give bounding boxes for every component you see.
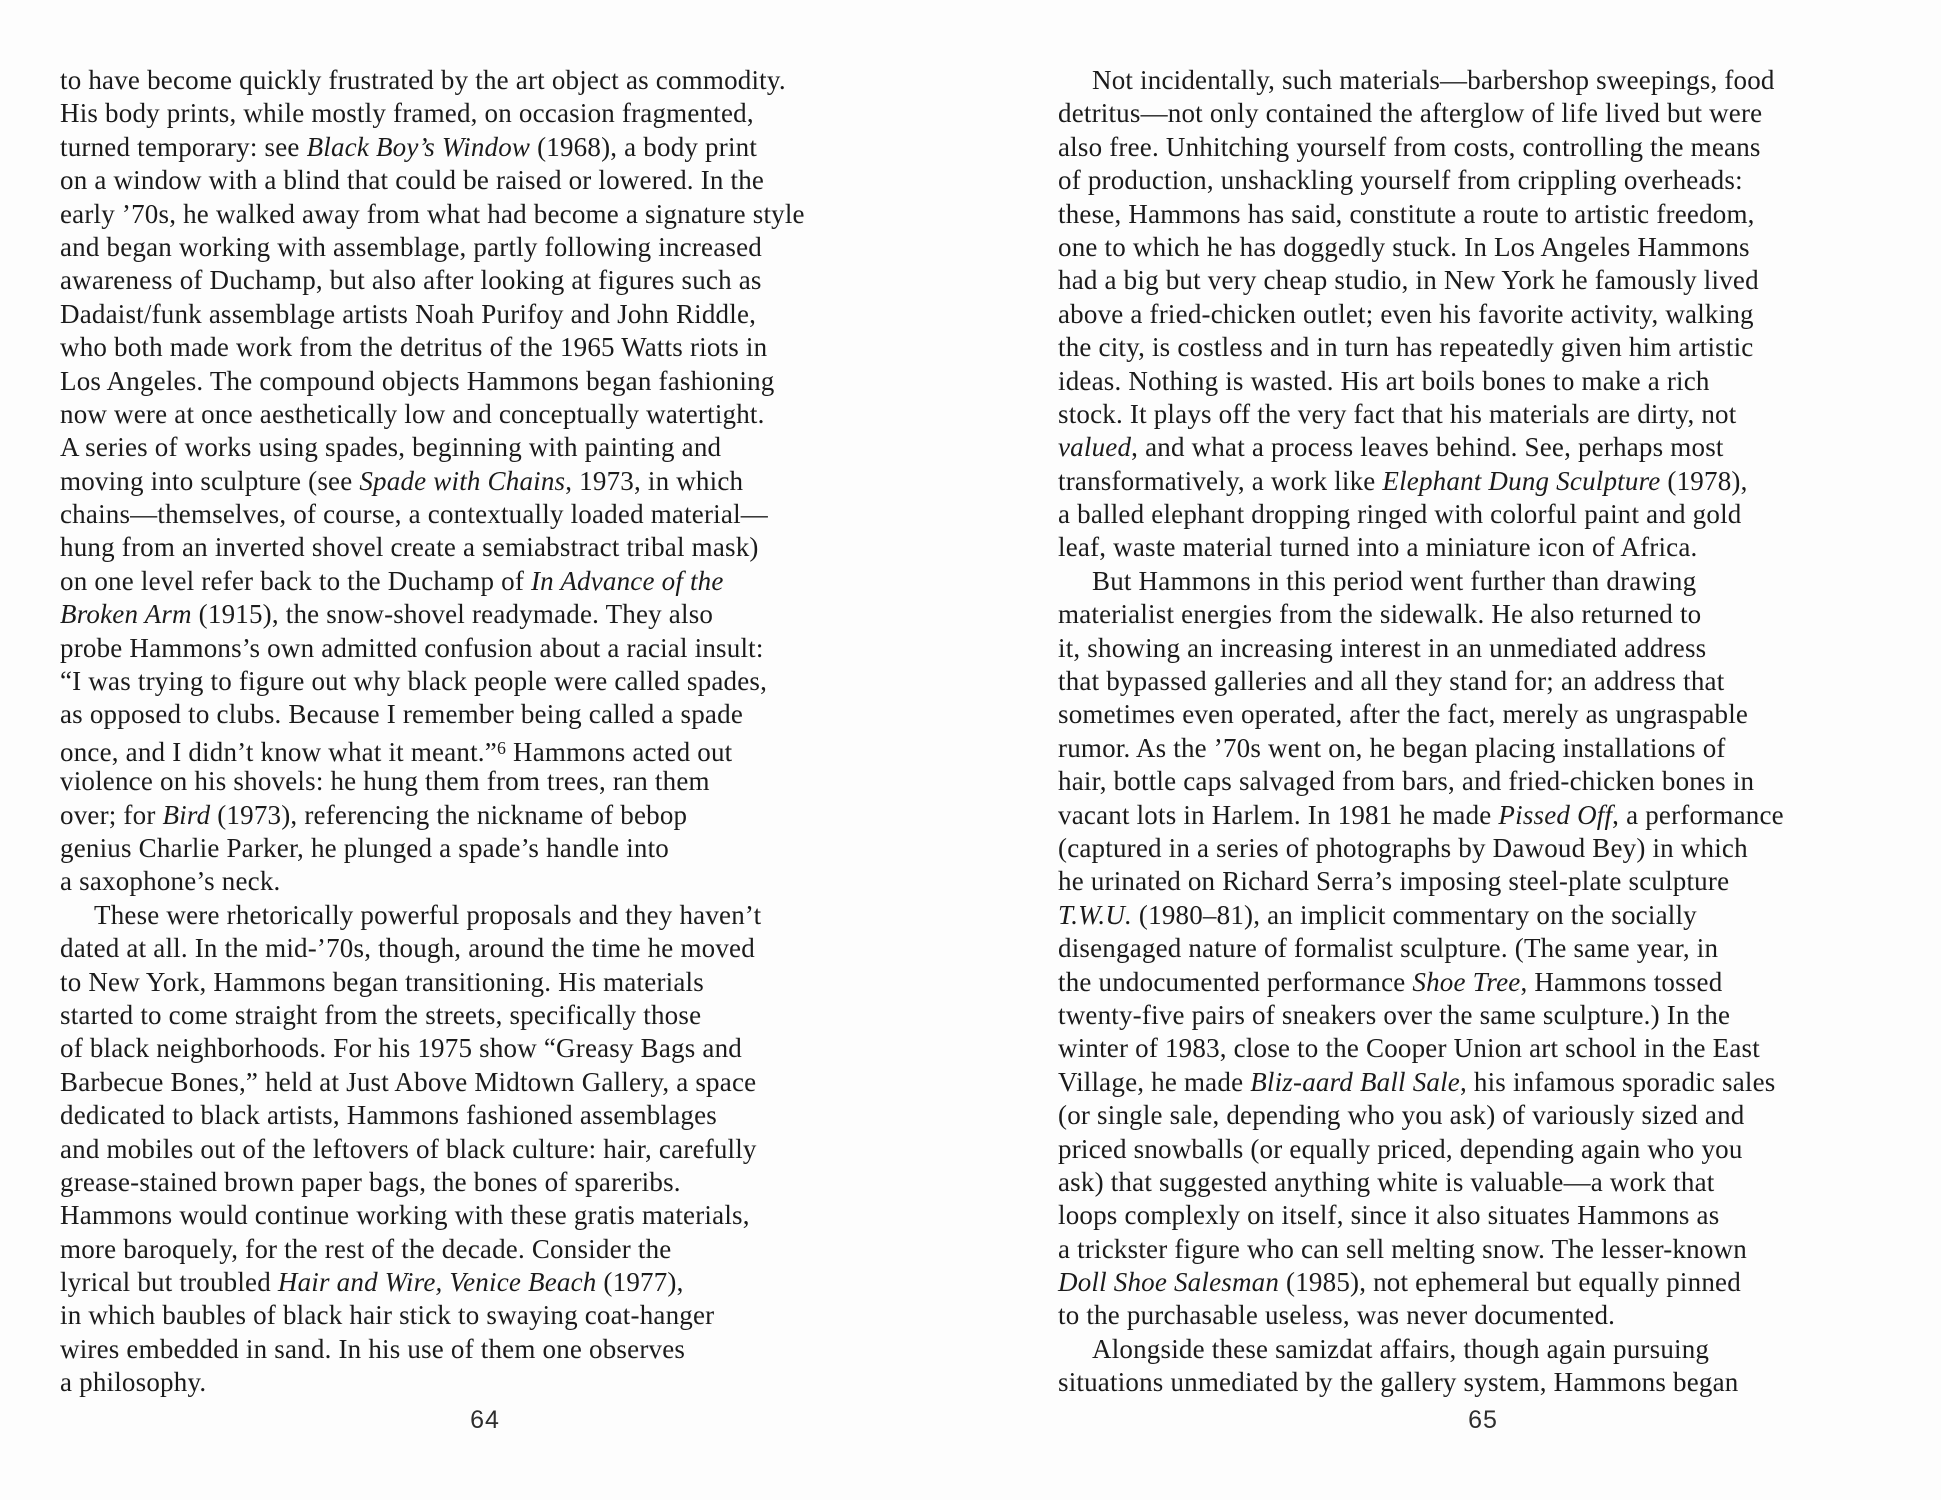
- text-segment: Elephant Dung Sculpture: [1382, 465, 1661, 496]
- text-line: [60, 1032, 910, 1065]
- text-line: [1058, 64, 1908, 97]
- text-segment: detritus—not only contained the afterglow of life lived but were: [1058, 98, 1763, 129]
- text-segment: Hair and Wire, Venice Beach: [277, 1267, 597, 1298]
- text-segment: turned temporary: see: [60, 131, 307, 162]
- text-segment: sometimes even operated, after the fact, merely as ungraspable: [1058, 699, 1749, 730]
- text-segment: Broken Arm: [60, 599, 192, 630]
- text-line: [1058, 799, 1908, 832]
- text-segment: probe Hammons’s own admitted confusion about a racial insult:: [60, 632, 764, 663]
- text-line: [60, 1133, 910, 1166]
- text-segment: Not incidentally, such materials—barbershop sweepings, food: [1092, 65, 1775, 95]
- text-segment: a saxophone’s neck.: [60, 866, 281, 897]
- text-line: [1058, 131, 1908, 164]
- text-segment: over; for: [60, 799, 163, 830]
- text-segment: vacant lots in Harlem. In 1981 he made: [1058, 799, 1499, 830]
- text-segment: winter of 1983, close to the Cooper Union art school in the East: [1058, 1033, 1760, 1064]
- text-segment: grease-stained brown paper bags, the bones of spareribs.: [60, 1166, 681, 1197]
- text-line: [1058, 298, 1908, 331]
- text-line: [1058, 198, 1908, 231]
- text-line: [60, 665, 910, 698]
- text-segment: , a performance: [1612, 799, 1784, 830]
- text-line: [1058, 365, 1908, 398]
- text-line: [1058, 832, 1908, 865]
- text-segment: A series of works using spades, beginning with painting and: [60, 432, 722, 463]
- text-line: [60, 1199, 910, 1232]
- text-segment: on a window with a blind that could be raised or lowered. In the: [60, 165, 765, 196]
- text-segment: now were at once aesthetically low and conceptually watertight.: [60, 398, 765, 429]
- text-segment: Bird: [162, 799, 211, 830]
- text-segment: (1977),: [596, 1267, 684, 1298]
- text-segment: Black Boy’s Window: [306, 131, 531, 162]
- text-line: [1058, 932, 1908, 965]
- text-line: [1058, 1166, 1908, 1199]
- text-segment: a trickster figure who can sell melting snow. The lesser-known: [1058, 1233, 1747, 1264]
- text-line: [1058, 431, 1908, 464]
- text-segment: to have become quickly frustrated by the art object as commodity.: [60, 65, 786, 95]
- text-segment: materialist energies from the sidewalk. He also returned to: [1058, 599, 1702, 630]
- text-segment: (1915), the snow-shovel readymade. They also: [191, 599, 714, 630]
- text-segment: once, and I didn’t know what it meant.”: [60, 736, 497, 767]
- text-segment: Doll Shoe Salesman: [1058, 1267, 1280, 1298]
- text-line: [60, 1233, 910, 1266]
- text-line: [1058, 1032, 1908, 1065]
- text-line: [1058, 1133, 1908, 1166]
- text-line: [60, 231, 910, 264]
- text-segment: leaf, waste material turned into a miniature icon of Africa.: [1058, 532, 1698, 563]
- text-segment: Village, he made: [1058, 1066, 1251, 1097]
- text-segment: rumor. As the ’70s went on, he began placing installations of: [1058, 732, 1726, 763]
- text-line: [60, 598, 910, 631]
- text-segment: a philosophy.: [60, 1367, 207, 1398]
- text-segment: disengaged nature of formalist sculpture. (The same year, in: [1058, 933, 1719, 964]
- text-segment: His body prints, while mostly framed, on occasion fragmented,: [60, 98, 754, 129]
- text-segment: valued: [1058, 432, 1132, 463]
- text-line: [60, 1266, 910, 1299]
- text-line: [1058, 999, 1908, 1032]
- text-line: [1058, 1366, 1908, 1399]
- text-line: [60, 97, 910, 130]
- text-line: [60, 632, 910, 665]
- text-segment: Pissed Off: [1498, 799, 1613, 830]
- text-segment: dedicated to black artists, Hammons fashioned assemblages: [60, 1100, 717, 1131]
- text-segment: priced snowballs (or equally priced, depending again who you: [1058, 1133, 1743, 1164]
- text-line: [60, 1299, 910, 1332]
- text-line: [1058, 231, 1908, 264]
- text-segment: (1978),: [1660, 465, 1748, 496]
- text-segment: moving into sculpture (see: [60, 465, 360, 496]
- text-segment: that bypassed galleries and all they stand for; an address that: [1058, 666, 1725, 697]
- text-line: [60, 1099, 910, 1132]
- text-segment: stock. It plays off the very fact that his materials are dirty, not: [1058, 398, 1737, 429]
- text-line: [60, 865, 910, 898]
- text-line: [1058, 1199, 1908, 1232]
- text-line: [60, 264, 910, 297]
- text-segment: awareness of Duchamp, but also after looking at figures such as: [60, 265, 762, 296]
- text-segment: (1968), a body print: [530, 131, 758, 162]
- text-line: [60, 765, 910, 798]
- text-segment: genius Charlie Parker, he plunged a spade’s handle into: [60, 832, 670, 863]
- text-segment: Los Angeles. The compound objects Hammons began fashioning: [60, 365, 775, 396]
- text-line: [60, 932, 910, 965]
- text-line: [60, 1333, 910, 1366]
- text-line: [60, 331, 910, 364]
- text-segment: But Hammons in this period went further than drawing: [1092, 565, 1697, 596]
- text-line: [1058, 598, 1908, 631]
- text-segment: ask) that suggested anything white is valuable—a work that: [1058, 1166, 1715, 1197]
- text-segment: Dadaist/funk assemblage artists Noah Purifoy and John Riddle,: [60, 298, 757, 329]
- text-segment: early ’70s, he walked away from what had become a signature style: [60, 198, 805, 229]
- text-line: [60, 832, 910, 865]
- text-line: [60, 498, 910, 531]
- text-column-left: [60, 64, 910, 1400]
- text-line: [1058, 1299, 1908, 1332]
- text-segment: as opposed to clubs. Because I remember being called a spade: [60, 699, 744, 730]
- text-segment: Bliz-aard Ball Sale: [1250, 1066, 1460, 1097]
- text-line: [60, 64, 910, 97]
- text-segment: T.W.U.: [1058, 899, 1132, 930]
- text-line: [1058, 531, 1908, 564]
- text-line: [60, 732, 910, 765]
- text-segment: the city, is costless and in turn has repeatedly given him artistic: [1058, 332, 1754, 363]
- text-segment: of production, unshackling yourself from crippling overheads:: [1058, 165, 1743, 196]
- text-segment: (1985), not ephemeral but equally pinned: [1279, 1267, 1741, 1298]
- text-line: [1058, 632, 1908, 665]
- text-line: [60, 365, 910, 398]
- text-segment: , 1973, in which: [565, 465, 744, 496]
- text-line: [60, 198, 910, 231]
- text-line: [1058, 398, 1908, 431]
- text-line: [1058, 865, 1908, 898]
- text-segment: on one level refer back to the Duchamp of: [60, 565, 531, 596]
- text-segment: , his infamous sporadic sales: [1459, 1066, 1776, 1097]
- text-line: [1058, 264, 1908, 297]
- text-segment: of black neighborhoods. For his 1975 show “Greasy Bags and: [60, 1033, 742, 1064]
- text-line: [1058, 331, 1908, 364]
- text-segment: who both made work from the detritus of the 1965 Watts riots in: [60, 332, 768, 363]
- text-line: [1058, 1066, 1908, 1099]
- text-segment: (or single sale, depending who you ask) of variously sized and: [1058, 1100, 1745, 1131]
- text-segment: hair, bottle caps salvaged from bars, and fried-chicken bones in: [1058, 766, 1755, 797]
- text-segment: “I was trying to figure out why black people were called spades,: [60, 666, 768, 697]
- text-segment: , and what a process leaves behind. See, perhaps most: [1131, 432, 1724, 463]
- text-segment: wires embedded in sand. In his use of them one observes: [60, 1333, 686, 1364]
- text-line: [60, 164, 910, 197]
- text-segment: violence on his shovels: he hung them from trees, ran them: [60, 766, 710, 797]
- text-line: [1058, 1266, 1908, 1299]
- text-segment: situations unmediated by the gallery system, Hammons began: [1058, 1367, 1739, 1398]
- page-number-left: 64: [470, 1406, 500, 1434]
- text-segment: transformatively, a work like: [1058, 465, 1383, 496]
- text-line: [60, 398, 910, 431]
- text-line: [1058, 164, 1908, 197]
- text-line: [1058, 465, 1908, 498]
- text-line: [60, 899, 910, 932]
- text-segment: ideas. Nothing is wasted. His art boils bones to make a rich: [1058, 365, 1710, 396]
- text-line: [1058, 1333, 1908, 1366]
- text-segment: in which baubles of black hair stick to swaying coat-hanger: [60, 1300, 715, 1331]
- text-segment: loops complexly on itself, since it also situates Hammons as: [1058, 1200, 1720, 1231]
- text-segment: to the purchasable useless, was never documented.: [1058, 1300, 1616, 1331]
- text-line: [60, 565, 910, 598]
- text-segment: also free. Unhitching yourself from costs, controlling the means: [1058, 131, 1761, 162]
- text-line: [1058, 698, 1908, 731]
- text-segment: Spade with Chains: [359, 465, 566, 496]
- text-segment: , Hammons tossed: [1520, 966, 1723, 997]
- text-segment: Hammons would continue working with these gratis materials,: [60, 1200, 750, 1231]
- page-number-right: 65: [1468, 1406, 1498, 1434]
- text-segment: one to which he has doggedly stuck. In Los Angeles Hammons: [1058, 231, 1750, 262]
- text-segment: a balled elephant dropping ringed with colorful paint and gold: [1058, 499, 1742, 530]
- text-segment: hung from an inverted shovel create a semiabstract tribal mask): [60, 532, 759, 563]
- text-segment: Barbecue Bones,” held at Just Above Midtown Gallery, a space: [60, 1066, 757, 1097]
- text-segment: to New York, Hammons began transitioning. His materials: [60, 966, 704, 997]
- text-segment: it, showing an increasing interest in an unmediated address: [1058, 632, 1707, 663]
- text-segment: lyrical but troubled: [60, 1267, 278, 1298]
- text-line: [1058, 665, 1908, 698]
- text-line: [60, 1366, 910, 1399]
- text-segment: and mobiles out of the leftovers of black culture: hair, carefully: [60, 1133, 757, 1164]
- text-segment: these, Hammons has said, constitute a route to artistic freedom,: [1058, 198, 1755, 229]
- text-line: [60, 431, 910, 464]
- text-line: [60, 131, 910, 164]
- text-segment: dated at all. In the mid-’70s, though, around the time he moved: [60, 933, 755, 964]
- text-segment: started to come straight from the streets, specifically those: [60, 999, 702, 1030]
- text-line: [1058, 565, 1908, 598]
- text-line: [1058, 498, 1908, 531]
- text-segment: Alongside these samizdat affairs, though again pursuing: [1092, 1333, 1710, 1364]
- text-line: [1058, 732, 1908, 765]
- text-line: [60, 966, 910, 999]
- footnote-reference: 6: [496, 737, 507, 758]
- text-line: [1058, 765, 1908, 798]
- text-line: [60, 799, 910, 832]
- text-line: [1058, 899, 1908, 932]
- text-segment: These were rhetorically powerful proposals and they haven’t: [94, 899, 762, 930]
- text-segment: (1973), referencing the nickname of bebop: [210, 799, 688, 830]
- text-line: [60, 298, 910, 331]
- text-line: [1058, 966, 1908, 999]
- text-line: [1058, 1233, 1908, 1266]
- text-segment: (captured in a series of photographs by Dawoud Bey) in which: [1058, 832, 1748, 863]
- text-line: [1058, 97, 1908, 130]
- text-segment: (1980–81), an implicit commentary on the socially: [1131, 899, 1697, 930]
- text-segment: and began working with assemblage, partly following increased: [60, 231, 763, 262]
- text-segment: had a big but very cheap studio, in New York he famously lived: [1058, 265, 1759, 296]
- text-segment: above a fried-chicken outlet; even his favorite activity, walking: [1058, 298, 1754, 329]
- text-segment: Hammons acted out: [506, 736, 733, 767]
- text-segment: chains—themselves, of course, a contextually loaded material—: [60, 499, 768, 530]
- text-segment: he urinated on Richard Serra’s imposing steel-plate sculpture: [1058, 866, 1730, 897]
- text-line: [60, 698, 910, 731]
- text-line: [1058, 1099, 1908, 1132]
- text-line: [60, 1166, 910, 1199]
- text-line: [60, 465, 910, 498]
- text-segment: In Advance of the: [530, 565, 724, 596]
- text-segment: twenty-five pairs of sneakers over the same sculpture.) In the: [1058, 999, 1731, 1030]
- text-segment: more baroquely, for the rest of the decade. Consider the: [60, 1233, 672, 1264]
- text-line: [60, 999, 910, 1032]
- text-line: [60, 1066, 910, 1099]
- text-line: [60, 531, 910, 564]
- text-column-right: [1058, 64, 1908, 1400]
- text-segment: the undocumented performance: [1058, 966, 1413, 997]
- text-segment: Shoe Tree: [1412, 966, 1521, 997]
